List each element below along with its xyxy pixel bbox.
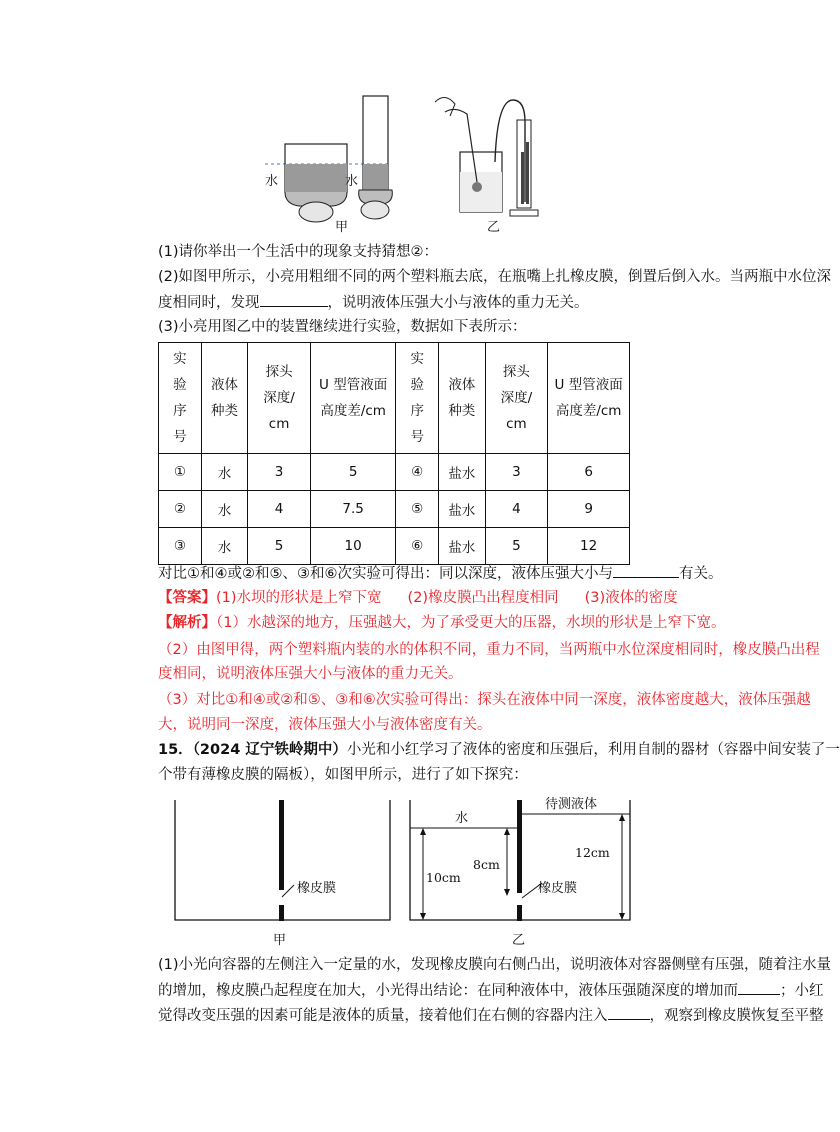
table-header-cell: U 型管液面 高度差/cm xyxy=(548,343,630,454)
analysis-line-3: 度相同，说明液体压强大小与液体的重力无关。 xyxy=(158,666,463,682)
figure-2-label-10cm: 10cm xyxy=(426,870,461,885)
figure-1-caption-yi: 乙 xyxy=(487,220,501,235)
question-15-line-2: 个带有薄橡皮膜的隔板），如图甲所示，进行了如下探究： xyxy=(158,767,528,783)
analysis-line-4: （3）对比①和④或②和⑤、③和⑥次实验可得出：探头在液体中同一深度，液体密度越大，液体压强越 xyxy=(158,692,811,708)
figure-1-label-water-left: 水 xyxy=(265,174,279,189)
figure-2-label-12cm: 12cm xyxy=(575,845,610,860)
question-number: 15． xyxy=(158,742,193,758)
table-header-cell: 实 验 序 号 xyxy=(159,343,202,454)
table-cell: 3 xyxy=(248,454,311,491)
answer-line xyxy=(158,588,678,608)
table-cell: 12 xyxy=(548,528,630,565)
table-cell: 5 xyxy=(248,528,311,565)
analysis-tag: 【解析】 xyxy=(158,615,216,631)
table-header-row xyxy=(159,343,630,454)
conclusion xyxy=(158,563,723,584)
table-row xyxy=(159,528,630,565)
table-cell: 盐水 xyxy=(439,528,485,565)
table-cell: ④ xyxy=(396,454,439,491)
analysis-line-1: 【解析】（1）水越深的地方，压强越大，为了承受更大的压器，水坝的形状是上窄下宽。 xyxy=(158,615,726,631)
figure-2-caption-jia: 甲 xyxy=(273,933,287,948)
conclusion-text-a: 对比①和④或②和⑤、③和⑥次实验可得出：同以深度，液体压强大小与 xyxy=(158,566,613,582)
figure-2-membrane-left: 橡皮膜 xyxy=(297,881,337,896)
table-header-cell: 实 验 序 号 xyxy=(396,343,439,454)
question-2-text-a: 度相同时，发现 xyxy=(158,295,260,311)
table-cell: 7.5 xyxy=(310,491,395,528)
question-15-1-line-3: 觉得改变压强的因素可能是液体的质量，接着他们在右侧的容器内注入 ，观察到橡皮膜恢复至平整 xyxy=(158,1005,824,1026)
answer-blank[interactable] xyxy=(260,292,328,307)
table-header-cell: 液体 种类 xyxy=(439,343,485,454)
table-cell: 水 xyxy=(201,491,247,528)
figure-1-caption-jia: 甲 xyxy=(335,220,349,235)
table-cell: 3 xyxy=(485,454,548,491)
table-cell: 水 xyxy=(201,454,247,491)
question-2-line-2 xyxy=(158,292,589,313)
question-source: （2024 辽宁铁岭期中） xyxy=(192,742,347,758)
table-cell: 4 xyxy=(485,491,548,528)
table-row xyxy=(159,454,630,491)
answer-part-3: (3)液体的密度 xyxy=(584,590,678,606)
table-cell: ③ xyxy=(159,528,202,565)
table-row xyxy=(159,491,630,528)
table-cell: ⑤ xyxy=(396,491,439,528)
table-cell: ① xyxy=(159,454,202,491)
figure-2-label-test-liquid: 待测液体 xyxy=(545,797,598,812)
figure-2-drawing xyxy=(170,795,640,950)
answer-blank[interactable] xyxy=(738,980,780,995)
table-header-cell: 探头 深度/ cm xyxy=(248,343,311,454)
data-table xyxy=(158,342,630,565)
answer-part-2: (2)橡皮膜凸出程度相同 xyxy=(407,590,559,606)
table-cell: ⑥ xyxy=(396,528,439,565)
table-cell: ② xyxy=(159,491,202,528)
table-header-cell: 液体 种类 xyxy=(201,343,247,454)
table-cell: 4 xyxy=(248,491,311,528)
table-header-cell: 探头 深度/ cm xyxy=(485,343,548,454)
question-2-text-b: ，说明液体压强大小与液体的重力无关。 xyxy=(327,295,589,311)
figure-1 xyxy=(255,92,555,235)
table-header-cell: U 型管液面 高度差/cm xyxy=(310,343,395,454)
analysis-line-5: 大，说明同一深度，液体压强大小与液体密度有关。 xyxy=(158,717,492,733)
table-cell: 10 xyxy=(310,528,395,565)
conclusion-text-b: 有关。 xyxy=(679,566,723,582)
table-cell: 9 xyxy=(548,491,630,528)
question-15-1-line-2: 的增加，橡皮膜凸起程度在加大，小光得出结论：在同种液体中，液体压强随深度的增加而 ；小红 xyxy=(158,980,824,1001)
table-cell: 水 xyxy=(201,528,247,565)
question-3: (3)小亮用图乙中的装置继续进行实验，数据如下表所示： xyxy=(158,319,527,335)
question-15-line-1: 15．（2024 辽宁铁岭期中）小光和小红学习了液体的密度和压强后，利用自制的器材（容器中间安装了一 xyxy=(158,742,840,758)
figure-2 xyxy=(170,795,640,950)
table-cell: 6 xyxy=(548,454,630,491)
figure-2-label-8cm: 8cm xyxy=(473,857,500,872)
table-cell: 5 xyxy=(310,454,395,491)
answer-blank[interactable] xyxy=(613,563,679,578)
question-1: (1)请你举出一个生活中的现象支持猜想②： xyxy=(158,244,439,260)
question-2-line-1: (2)如图甲所示，小亮用粗细不同的两个塑料瓶去底，在瓶嘴上扎橡皮膜，倒置后倒入水。当两瓶中水位深 xyxy=(158,269,832,285)
figure-2-membrane-right: 橡皮膜 xyxy=(538,881,578,896)
analysis-line-2: （2）由图甲得，两个塑料瓶内装的水的体积不同，重力不同，当两瓶中水位深度相同时，橡皮膜凸出程 xyxy=(158,642,820,658)
answer-blank[interactable] xyxy=(608,1005,650,1020)
figure-1-drawing xyxy=(255,92,555,232)
table-cell: 盐水 xyxy=(439,454,485,491)
table-cell: 盐水 xyxy=(439,491,485,528)
figure-1-label-water-right: 水 xyxy=(345,174,359,189)
answer-part-1: (1)水坝的形状是上窄下宽 xyxy=(216,590,382,606)
figure-2-caption-yi: 乙 xyxy=(512,933,526,948)
answer-tag: 【答案】 xyxy=(158,590,216,606)
table-cell: 5 xyxy=(485,528,548,565)
figure-2-label-water: 水 xyxy=(455,811,469,826)
question-15-1-line-1: (1)小光向容器的左侧注入一定量的水，发现橡皮膜向右侧凸出，说明液体对容器侧壁有压强，随着注水量 xyxy=(158,957,832,973)
